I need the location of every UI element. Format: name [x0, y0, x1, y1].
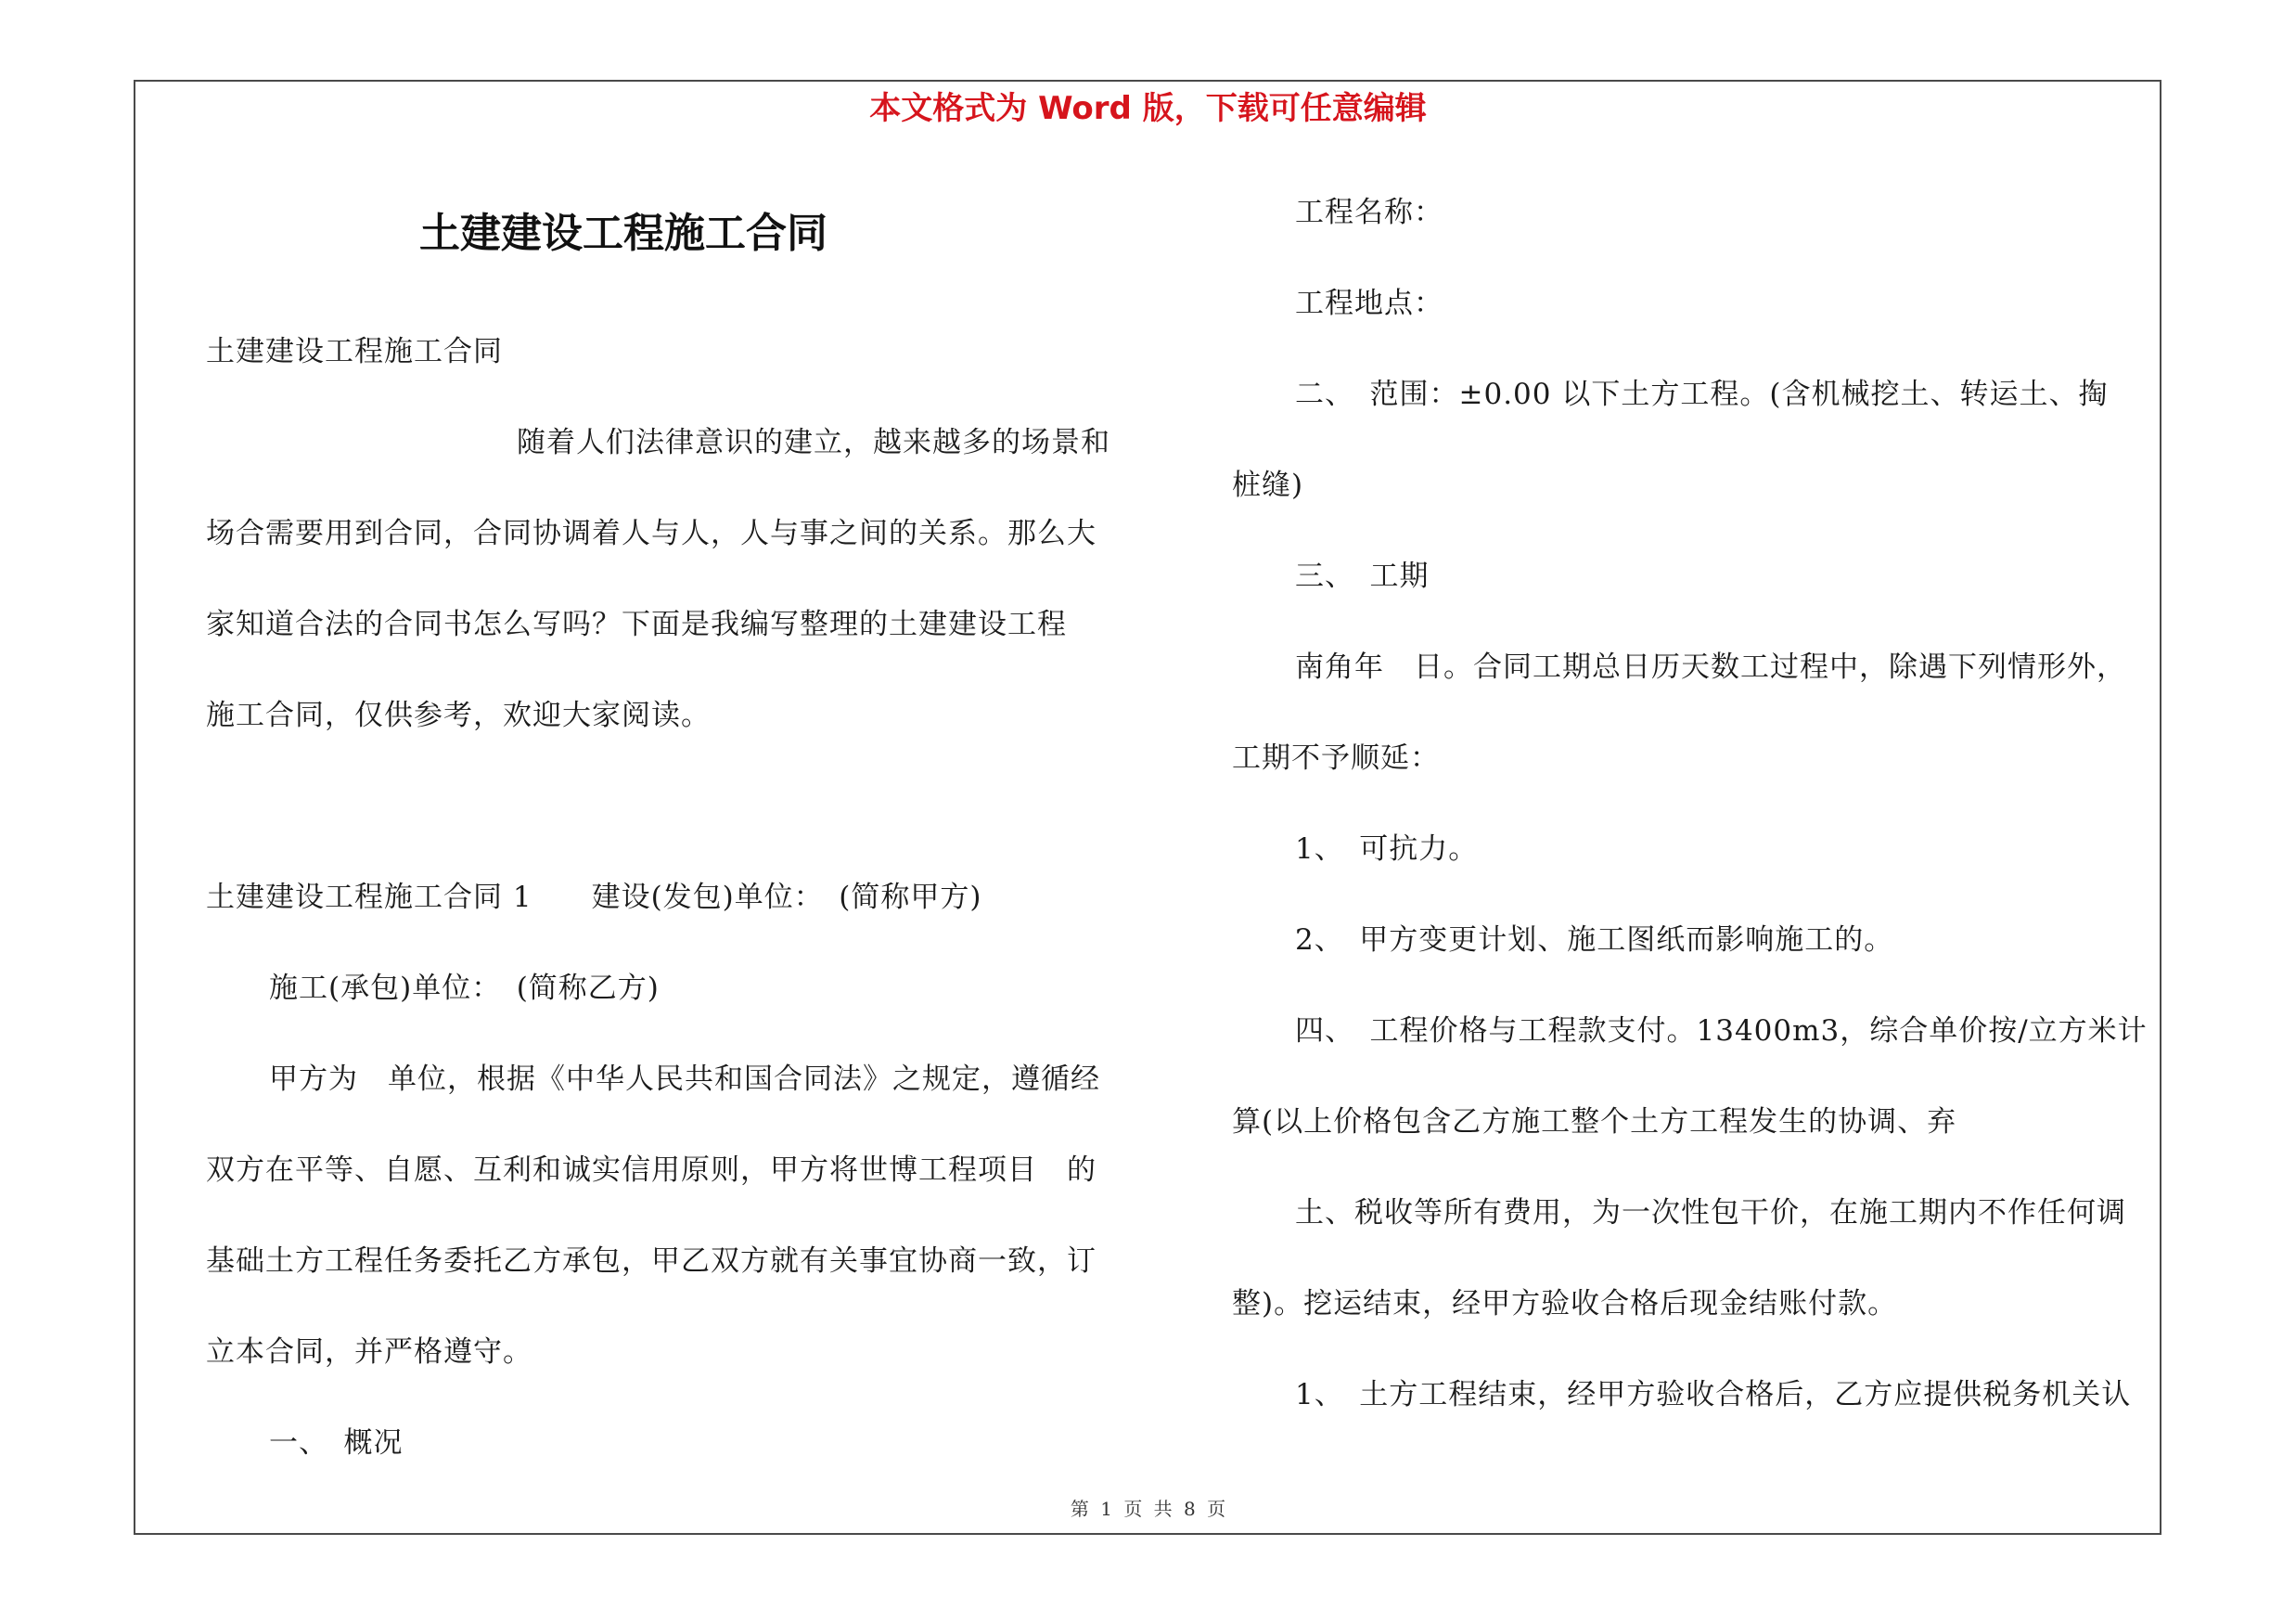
paragraph-line: 南角年 日。合同工期总日历天数工过程中，除遇下列情形外， [1295, 650, 2126, 684]
paragraph-line: 基础土方工程任务委托乙方承包，甲乙双方就有关事宜协商一致，订 [206, 1244, 1097, 1278]
paragraph-line: 2、 甲方变更计划、施工图纸而影响施工的。 [1295, 923, 1894, 957]
page-number-footer: 第 1 页 共 8 页 [1070, 1498, 1226, 1520]
section-heading: 三、 工期 [1295, 560, 1430, 593]
paragraph-line: 四、 工程价格与工程款支付。13400m3，综合单价按/立方米计 [1295, 1014, 2148, 1048]
paragraph-line: 施工(承包)单位： (简称乙方) [269, 972, 660, 1005]
paragraph-line: 家知道合法的合同书怎么写吗？下面是我编写整理的土建建设工程 [206, 608, 1067, 641]
paragraph-line: 工程地点： [1295, 287, 1443, 320]
paragraph-line: 工程名称： [1295, 196, 1443, 229]
paragraph-line: 二、 范围：±0.00 以下土方工程。(含机械挖土、转运土、掏 [1295, 378, 2109, 411]
section-heading: 一、 概况 [269, 1426, 404, 1460]
paragraph-line: 双方在平等、自愿、互利和诚实信用原则，甲方将世博工程项目 的 [206, 1153, 1097, 1187]
paragraph-line: 1、 土方工程结束，经甲方验收合格后，乙方应提供税务机关认 [1295, 1378, 2132, 1411]
paragraph-line: 桩缝) [1232, 469, 1304, 502]
paragraph-line: 随着人们法律意识的建立，越来越多的场景和 [517, 426, 1110, 459]
left-column [206, 306, 1134, 1488]
paragraph-line: 立本合同，并严格遵守。 [206, 1335, 532, 1369]
blank-line [206, 761, 1134, 852]
document-title: 土建建设工程施工合同 [419, 210, 827, 257]
paragraph-line: 土、税收等所有费用，为一次性包干价，在施工期内不作任何调 [1295, 1196, 2126, 1230]
paragraph-line: 场合需要用到合同，合同协调着人与人，人与事之间的关系。那么大 [206, 517, 1097, 550]
paragraph-line: 施工合同，仅供参考，欢迎大家阅读。 [206, 699, 711, 732]
right-column [1232, 167, 2160, 1440]
paragraph-line: 土建建设工程施工合同 [206, 335, 503, 368]
paragraph-line: 1、 可抗力。 [1295, 832, 1479, 866]
paragraph-line: 算(以上价格包含乙方施工整个土方工程发生的协调、弃 [1232, 1105, 1957, 1139]
paragraph-line: 土建建设工程施工合同 1 建设(发包)单位： (简称甲方) [206, 881, 982, 914]
paragraph-line: 甲方为 单位，根据《中华人民共和国合同法》之规定，遵循经 [269, 1063, 1100, 1096]
format-banner: 本文格式为 Word 版，下载可任意编辑 [869, 90, 1427, 127]
paragraph-line: 工期不予顺延： [1232, 741, 1440, 775]
paragraph-line: 整)。挖运结束，经甲方验收合格后现金结账付款。 [1232, 1287, 1898, 1320]
